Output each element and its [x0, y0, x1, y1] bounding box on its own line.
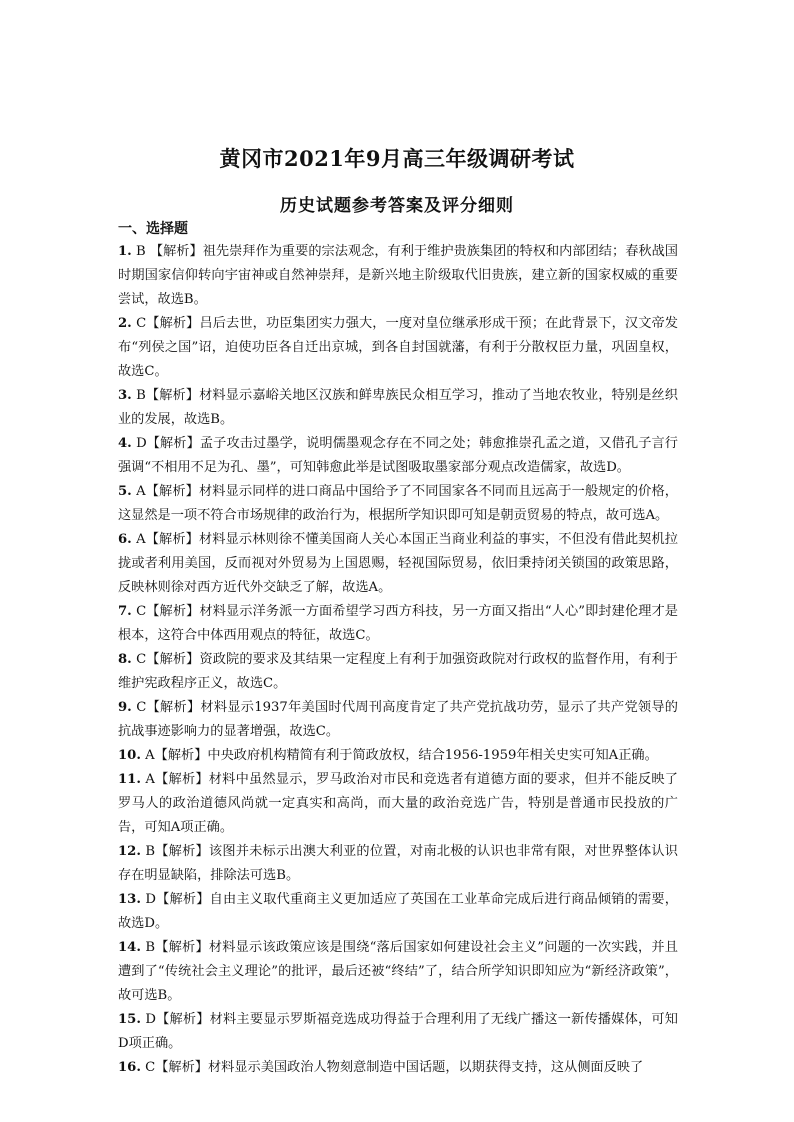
answer-text: A【解析】材料中虽然显示，罗马政治对市民和竞选者有道德方面的要求，但并不能反映了罗马人的政治道德风尚就一定真实和高尚，而大量的政治竞选广告，特别是普通市民投放的广告，可知A项正确。 [118, 772, 678, 835]
answer-text: C【解析】吕后去世，功臣集团实力强大，一度对皇位继承形成干预；在此背景下，汉文帝发布“列侯之国”诏，迫使功臣各自迁出京城，到各自封国就藩，有利于分散权臣力量，巩固皇权，故选C。 [118, 316, 678, 379]
page-title: 黄冈市2021年9月高三年级调研考试 [219, 146, 575, 171]
answer-item [118, 312, 678, 384]
answer-text: A【解析】材料显示同样的进口商品中国给予了不同国家各不同而且远高于一般规定的价格，这显然是一项不符合市场规律的政治行为，根据所学知识即可知是朝贡贸易的特点，故可选A。 [118, 484, 678, 523]
answer-item [118, 240, 678, 312]
answer-number: 4. [118, 436, 132, 451]
answer-text: C【解析】材料显示1937年美国时代周刊高度肯定了共产党抗战功劳，显示了共产党领导的抗战事迹影响力的显著增强，故选C。 [118, 700, 678, 739]
answer-item [118, 432, 678, 480]
answer-number: 13. [118, 892, 141, 907]
answer-item [118, 768, 678, 840]
answer-number: 10. [118, 748, 141, 763]
answer-number: 12. [118, 844, 141, 859]
answer-number: 9. [118, 700, 132, 715]
answer-number: 15. [118, 1012, 141, 1027]
answer-number: 1. [118, 244, 132, 259]
answer-text: B【解析】该图并未标示出澳大利亚的位置，对南北极的认识也非常有限，对世界整体认识存在明显缺陷，排除法可选B。 [118, 844, 678, 883]
answer-item [118, 840, 678, 888]
answer-list [118, 240, 678, 1080]
answer-text: D【解析】材料主要显示罗斯福竞选成功得益于合理利用了无线广播这一新传播媒体，可知D项正确。 [118, 1012, 678, 1051]
answer-item [118, 1008, 678, 1056]
answer-text: C【解析】材料显示洋务派一方面希望学习西方科技，另一方面又指出“人心”即封建伦理才是根本，这符合中体西用观点的特征，故选C。 [118, 604, 678, 643]
page-subtitle: 历史试题参考答案及评分细则 [280, 196, 514, 216]
answer-item [118, 600, 678, 648]
answer-item [118, 528, 678, 600]
answer-text: B 【解析】祖先崇拜作为重要的宗法观念，有利于维护贵族集团的特权和内部团结；春秋战国时期国家信仰转向宇宙神或自然神崇拜，是新兴地主阶级取代旧贵族，建立新的国家权威的重要尝试，故选B。 [118, 244, 678, 307]
answer-text: B【解析】材料显示嘉峪关地区汉族和鲜卑族民众相互学习，推动了当地农牧业，特别是丝织业的发展，故选B。 [118, 388, 678, 427]
answer-text: D【解析】自由主义取代重商主义更加适应了英国在工业革命完成后进行商品倾销的需要，故选D。 [118, 892, 678, 931]
answer-item [118, 480, 678, 528]
answer-text: D【解析】孟子攻击过墨学，说明儒墨观念存在不同之处；韩愈推崇孔孟之道，又借孔子言行强调“不相用不足为孔、墨”，可知韩愈此举是试图吸取墨家部分观点改造儒家，故选D。 [118, 436, 678, 475]
answer-item [118, 936, 678, 1008]
answer-number: 3. [118, 388, 132, 403]
answer-item [118, 1056, 678, 1080]
answer-text: B【解析】材料显示该政策应该是围绕“落后国家如何建设社会主义”问题的一次实践，并且遭到了“传统社会主义理论”的批评，最后还被“终结”了，结合所学知识即知应为“新经济政策”，故可选B。 [118, 940, 678, 1003]
answer-item [118, 696, 678, 744]
answer-text: C【解析】材料显示美国政治人物刻意制造中国话题，以期获得支持，这从侧面反映了 [140, 1060, 644, 1075]
answer-number: 16. [118, 1060, 141, 1075]
answer-text: A【解析】中央政府机构精简有利于简政放权，结合1956-1959年相关史实可知A正确。 [140, 748, 658, 763]
answer-item [118, 744, 678, 768]
answer-number: 8. [118, 652, 132, 667]
answer-item [118, 888, 678, 936]
answer-item [118, 648, 678, 696]
answer-text: C【解析】资政院的要求及其结果一定程度上有利于加强资政院对行政权的监督作用，有利于维护宪政程序正义，故选C。 [118, 652, 678, 691]
answer-number: 6. [118, 532, 132, 547]
answer-item [118, 384, 678, 432]
answer-number: 2. [118, 316, 132, 331]
answer-number: 14. [118, 940, 141, 955]
answer-number: 11. [118, 772, 141, 787]
answer-number: 7. [118, 604, 132, 619]
answer-text: A【解析】材料显示林则徐不懂美国商人关心本国正当商业利益的事实，不但没有借此契机拉拢或者利用美国，反而视对外贸易为上国恩赐，轻视国际贸易，依旧秉持闭关锁国的政策思路，反映林则徐对西方近代外交缺乏了解，故选A。 [118, 532, 678, 595]
section-heading: 一、选择题 [118, 221, 188, 237]
answer-number: 5. [118, 484, 132, 499]
